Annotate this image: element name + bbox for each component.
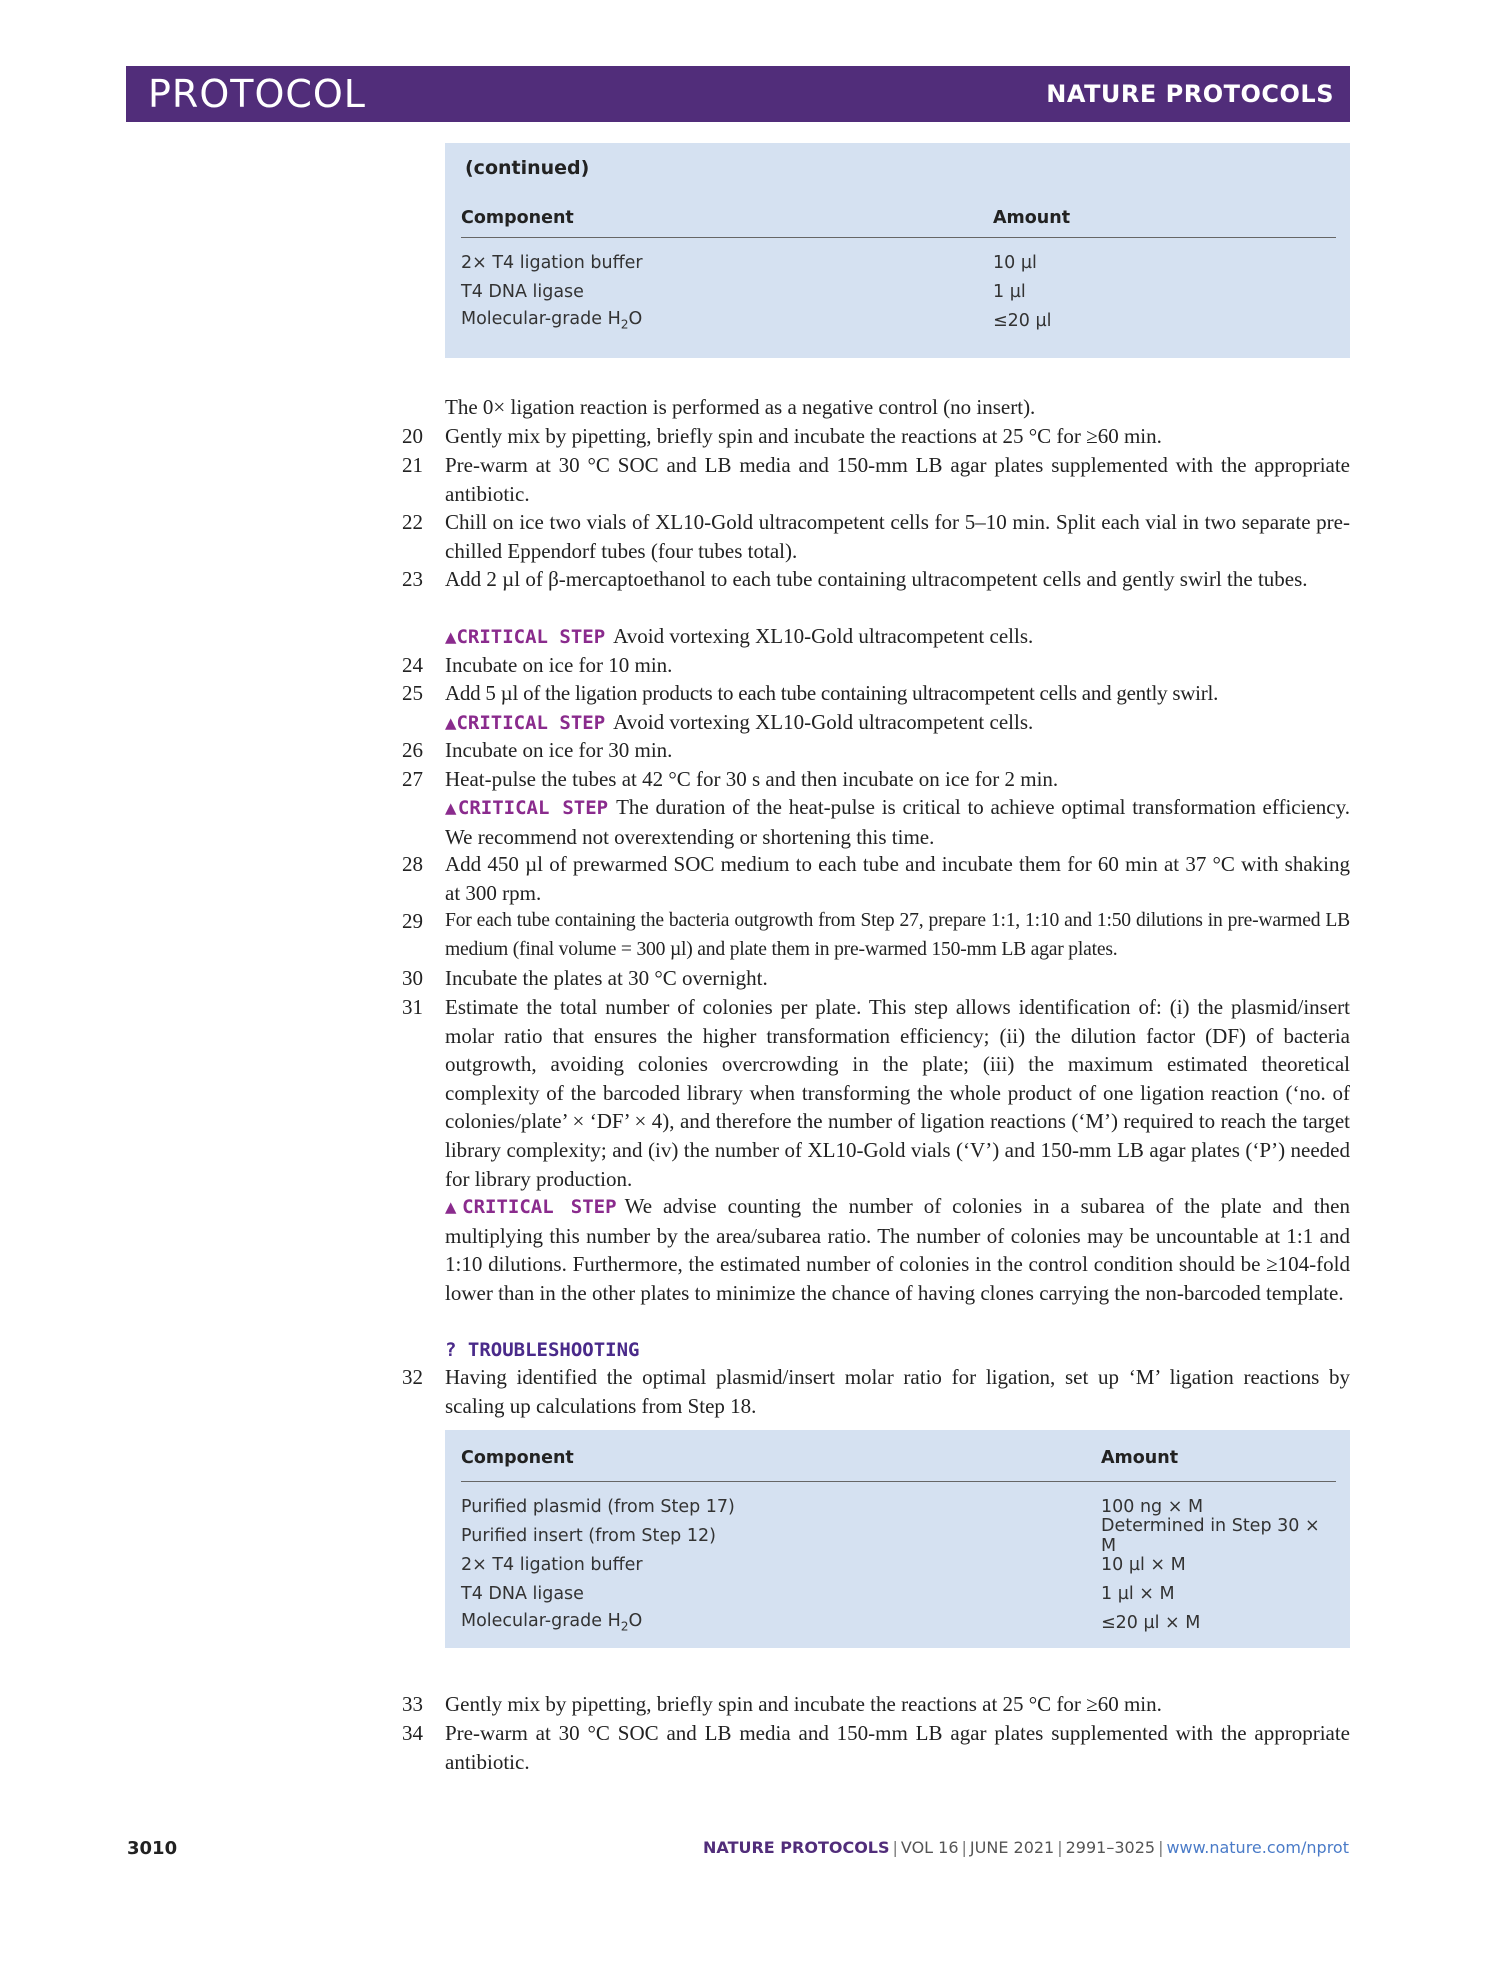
step-29-text: For each tube containing the bacteria outgrowth from Step 27, prepare 1:1, 1:10 and 1:50 dilutions in pre-warmed LB medium (final volume = 300 µl) and plate them in pre-warmed 150-mm LB agar plates. xyxy=(445,910,1350,960)
step-20-text: Gently mix by pipetting, briefly spin and incubate the reactions at 25 °C for ≥60 min. xyxy=(445,424,1162,448)
step-number: 21 xyxy=(402,453,423,477)
step-33-text: Gently mix by pipetting, briefly spin and incubate the reactions at 25 °C for ≥60 min. xyxy=(445,1692,1162,1716)
step-28-text: Add 450 µl of prewarmed SOC medium to each tube and incubate them for 60 min at 37 °C with shaking at 300 rpm. xyxy=(445,852,1350,905)
scale-up-component-table xyxy=(445,1430,1350,1648)
header-bar xyxy=(126,66,1350,122)
amount-cell: 10 µl × M xyxy=(1101,1554,1186,1575)
footer-volume: VOL 16 xyxy=(900,1838,959,1857)
step-32-text: Having identified the optimal plasmid/insert molar ratio for ligation, set up ‘M’ ligation reactions by scaling up calculations from Step 18. xyxy=(445,1365,1350,1418)
component-cell: T4 DNA ligase xyxy=(461,1583,584,1604)
table-row xyxy=(461,277,1336,306)
critical-step-label: ▲CRITICAL STEP xyxy=(445,626,606,648)
column-header-amount: Amount xyxy=(1101,1447,1179,1468)
step-number: 33 xyxy=(402,1692,423,1716)
component-table-continued xyxy=(445,143,1350,358)
step-number: 24 xyxy=(402,653,423,677)
step-27-text: Heat-pulse the tubes at 42 °C for 30 s and then incubate on ice for 2 min. xyxy=(445,767,1059,791)
step-22-text: Chill on ice two vials of XL10-Gold ultracompetent cells for 5–10 min. Split each vial in two separate pre-chilled Eppendorf tubes (four tubes total). xyxy=(445,510,1350,563)
table-row xyxy=(461,248,1336,277)
footer-pages: 2991–3025 xyxy=(1065,1838,1156,1857)
component-cell: Purified plasmid (from Step 17) xyxy=(461,1496,735,1517)
critical-step-label: ▲CRITICAL STEP xyxy=(445,797,609,819)
amount-cell: 1 µl xyxy=(993,281,1026,302)
section-label: PROTOCOL xyxy=(148,72,366,116)
amount-cell: ≤20 µl xyxy=(993,310,1052,331)
table-continued-label: (continued) xyxy=(465,157,590,179)
table-body xyxy=(461,238,1336,353)
amount-cell: Determined in Step 30 × M xyxy=(1101,1515,1320,1556)
step-number: 32 xyxy=(402,1365,423,1389)
table-row xyxy=(461,1608,1336,1637)
critical-step-note: ▲CRITICAL STEP Avoid vortexing XL10-Gold ultracompetent cells. xyxy=(445,624,1034,648)
step-23-text: Add 2 µl of β-mercaptoethanol to each tube containing ultracompetent cells and gently swirl the tubes. xyxy=(445,567,1308,591)
footer-date: JUNE 2021 xyxy=(969,1838,1055,1857)
step-number: 29 xyxy=(402,909,423,933)
table-body xyxy=(461,1482,1336,1655)
step-number: 28 xyxy=(402,852,423,876)
critical-step-note: ▲CRITICAL STEP Avoid vortexing XL10-Gold ultracompetent cells. xyxy=(445,710,1034,734)
step-31-text: Estimate the total number of colonies per plate. This step allows identification of: (i) the plasmid/insert molar ratio that ensures the higher transformation efficiency; (ii) the dilution factor (DF) of bacteria outgrowth, avoiding colonies overcrowding in the plate; (iii) the maximum estimated theoretical complexity of the barcoded library when transforming the whole product of one ligation reaction (‘no. of colonies/plate’ × ‘DF’ × 4), and therefore the number of ligation reactions (‘M’) required to reach the target library complexity; and (iv) the number of XL10-Gold vials (‘V’) and 150-mm LB agar plates (‘P’) needed for library production. xyxy=(445,995,1350,1191)
step-number: 31 xyxy=(402,995,423,1019)
critical-step-label: ▲CRITICAL STEP xyxy=(445,1196,617,1218)
footer-journal: NATURE PROTOCOLS xyxy=(703,1838,890,1857)
column-header-amount: Amount xyxy=(993,208,1071,228)
amount-cell: 1 µl × M xyxy=(1101,1583,1175,1604)
column-header-component: Component xyxy=(461,1447,574,1468)
step-25-text: Add 5 µl of the ligation products to each tube containing ultracompetent cells and gently swirl. xyxy=(445,681,1219,705)
step-21-text: Pre-warm at 30 °C SOC and LB media and 150-mm LB agar plates supplemented with the appropriate antibiotic. xyxy=(445,453,1350,506)
component-cell: Molecular-grade $H_2O$ xyxy=(461,1611,643,1634)
step-number: 26 xyxy=(402,738,423,762)
troubleshooting-note xyxy=(445,1335,1350,1365)
step-24-text: Incubate on ice for 10 min. xyxy=(445,653,673,677)
step-number: 20 xyxy=(402,424,423,448)
table-row xyxy=(461,1515,1336,1556)
step-number: 27 xyxy=(402,767,423,791)
critical-step-label: ▲CRITICAL STEP xyxy=(445,712,606,734)
step-number: 30 xyxy=(402,966,423,990)
critical-step-note: ▲CRITICAL STEP The duration of the heat-pulse is critical to achieve optimal transformation efficiency. We recommend not overextending or shortening this time. xyxy=(445,795,1350,849)
component-cell: T4 DNA ligase xyxy=(461,281,584,302)
intro-paragraph: The 0× ligation reaction is performed as a negative control (no insert). xyxy=(445,395,1036,419)
step-30-text: Incubate the plates at 30 °C overnight. xyxy=(445,966,768,990)
amount-cell: ≤20 µl × M xyxy=(1101,1612,1201,1633)
step-number: 22 xyxy=(402,510,423,534)
page-number: 3010 xyxy=(127,1838,178,1859)
component-cell: Purified insert (from Step 12) xyxy=(461,1525,716,1546)
footer-citation: NATURE PROTOCOLS | VOL 16 | JUNE 2021 | 2991–3025 | www.nature.com/nprot xyxy=(703,1838,1349,1857)
step-number: 34 xyxy=(402,1721,423,1745)
step-34-text: Pre-warm at 30 °C SOC and LB media and 150-mm LB agar plates supplemented with the appropriate antibiotic. xyxy=(445,1721,1350,1774)
table-header-row xyxy=(461,1430,1336,1482)
table-row xyxy=(461,1579,1336,1608)
component-cell: 2× T4 ligation buffer xyxy=(461,1554,643,1575)
table-header-row xyxy=(461,199,1336,238)
journal-name: NATURE PROTOCOLS xyxy=(1046,80,1334,108)
column-header-component: Component xyxy=(461,208,574,228)
amount-cell: 100 ng × M xyxy=(1101,1496,1204,1517)
step-number: 25 xyxy=(402,681,423,705)
component-cell: 2× T4 ligation buffer xyxy=(461,252,643,273)
critical-step-note: ▲CRITICAL STEP We advise counting the number of colonies in a subarea of the plate and then multiplying this number by the area/subarea ratio. The number of colonies may be uncountable at 1:1 and 1:10 dilutions. Furthermore, the estimated number of colonies in the control condition should be ≥104-fold lower than in the other plates to minimize the chance of having clones carrying the non-barcoded template. xyxy=(445,1194,1350,1305)
footer-url-link[interactable]: www.nature.com/nprot xyxy=(1166,1838,1349,1857)
troubleshooting-label: ? TROUBLESHOOTING xyxy=(445,1339,640,1361)
amount-cell: 10 µl xyxy=(993,252,1037,273)
step-26-text: Incubate on ice for 30 min. xyxy=(445,738,673,762)
step-number: 23 xyxy=(402,567,423,591)
component-cell: Molecular-grade $H_2O$ xyxy=(461,309,643,332)
table-row xyxy=(461,306,1336,335)
